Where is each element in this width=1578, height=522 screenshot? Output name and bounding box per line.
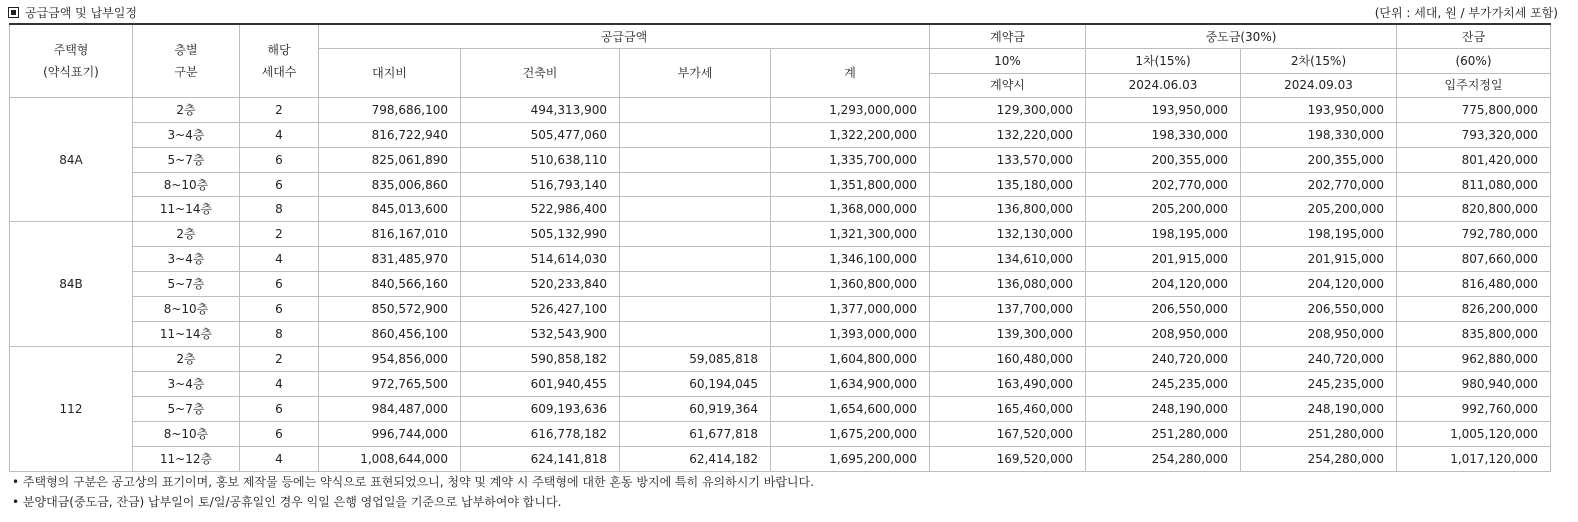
contract-cell: 135,180,000 bbox=[930, 173, 1086, 197]
middle-second-cell: 240,720,000 bbox=[1241, 347, 1397, 372]
middle-first-cell: 193,950,000 bbox=[1086, 98, 1241, 123]
col-total: 계 bbox=[771, 49, 930, 98]
middle-second-date: 2024.09.03 bbox=[1241, 73, 1397, 98]
contract-percent: 10% bbox=[930, 49, 1086, 74]
total-cell: 1,351,800,000 bbox=[771, 173, 930, 197]
total-cell: 1,393,000,000 bbox=[771, 322, 930, 347]
total-cell: 1,368,000,000 bbox=[771, 197, 930, 222]
land-cell: 816,167,010 bbox=[319, 222, 461, 247]
middle-second-cell: 254,280,000 bbox=[1241, 447, 1397, 472]
total-cell: 1,293,000,000 bbox=[771, 98, 930, 123]
building-cell: 609,193,636 bbox=[461, 397, 620, 422]
vat-cell bbox=[620, 123, 771, 148]
table-row bbox=[10, 222, 1551, 247]
house-type-cell: 84A bbox=[10, 98, 133, 222]
units-cell: 6 bbox=[240, 422, 319, 447]
units-cell: 6 bbox=[240, 272, 319, 297]
contract-when: 계약시 bbox=[930, 73, 1086, 98]
vat-cell bbox=[620, 98, 771, 123]
units-cell: 4 bbox=[240, 123, 319, 148]
units-cell: 4 bbox=[240, 447, 319, 472]
section-title-text: 공급금액 및 납부일정 bbox=[25, 6, 137, 20]
units-cell: 8 bbox=[240, 322, 319, 347]
total-cell: 1,654,600,000 bbox=[771, 397, 930, 422]
vat-cell bbox=[620, 297, 771, 322]
balance-cell: 1,005,120,000 bbox=[1397, 422, 1551, 447]
middle-first-cell: 206,550,000 bbox=[1086, 297, 1241, 322]
table-row bbox=[10, 397, 1551, 422]
units-cell: 2 bbox=[240, 347, 319, 372]
balance-cell: 826,200,000 bbox=[1397, 297, 1551, 322]
col-land: 대지비 bbox=[319, 49, 461, 98]
balance-cell: 1,017,120,000 bbox=[1397, 447, 1551, 472]
units-cell: 2 bbox=[240, 222, 319, 247]
floor-cell: 5~7층 bbox=[133, 272, 240, 297]
table-body bbox=[10, 98, 1551, 472]
middle-first-cell: 204,120,000 bbox=[1086, 272, 1241, 297]
section-title bbox=[8, 4, 137, 22]
col-supply-amount: 공급금액 bbox=[319, 24, 930, 49]
floor-cell: 8~10층 bbox=[133, 297, 240, 322]
balance-cell: 807,660,000 bbox=[1397, 247, 1551, 272]
table-row bbox=[10, 247, 1551, 272]
table-row bbox=[10, 173, 1551, 197]
total-cell: 1,335,700,000 bbox=[771, 148, 930, 173]
floor-cell: 3~4층 bbox=[133, 372, 240, 397]
note-item: • 분양대금(중도금, 잔금) 납부일이 토/일/공휴일인 경우 익일 은행 영업일을 기준으로 납부하여야 합니다. bbox=[12, 495, 562, 509]
notes bbox=[12, 472, 1562, 512]
balance-cell: 992,760,000 bbox=[1397, 397, 1551, 422]
total-cell: 1,634,900,000 bbox=[771, 372, 930, 397]
land-cell: 996,744,000 bbox=[319, 422, 461, 447]
total-cell: 1,675,200,000 bbox=[771, 422, 930, 447]
floor-cell: 2층 bbox=[133, 98, 240, 123]
house-type-sub-label: (약식표기) bbox=[43, 65, 99, 80]
units-sub-label: 세대수 bbox=[261, 65, 297, 80]
table-head bbox=[10, 24, 1551, 98]
building-cell: 624,141,818 bbox=[461, 447, 620, 472]
balance-cell: 820,800,000 bbox=[1397, 197, 1551, 222]
building-cell: 522,986,400 bbox=[461, 197, 620, 222]
house-type-label: 주택형 bbox=[53, 43, 89, 58]
vat-cell: 60,194,045 bbox=[620, 372, 771, 397]
col-middle-payment: 중도금(30%) bbox=[1086, 24, 1397, 49]
vat-cell bbox=[620, 197, 771, 222]
middle-second-cell: 198,195,000 bbox=[1241, 222, 1397, 247]
floor-cell: 2층 bbox=[133, 222, 240, 247]
total-cell: 1,377,000,000 bbox=[771, 297, 930, 322]
middle-first: 1차(15%) bbox=[1086, 49, 1241, 74]
units-cell: 4 bbox=[240, 372, 319, 397]
middle-second-cell: 201,915,000 bbox=[1241, 247, 1397, 272]
floor-cell: 11~14층 bbox=[133, 197, 240, 222]
table-row bbox=[10, 98, 1551, 123]
middle-second-cell: 245,235,000 bbox=[1241, 372, 1397, 397]
balance-cell: 793,320,000 bbox=[1397, 123, 1551, 148]
balance-when: 입주지정일 bbox=[1397, 73, 1551, 98]
middle-first-cell: 202,770,000 bbox=[1086, 173, 1241, 197]
balance-cell: 811,080,000 bbox=[1397, 173, 1551, 197]
floor-cell: 11~12층 bbox=[133, 447, 240, 472]
units-cell: 6 bbox=[240, 173, 319, 197]
table-row bbox=[10, 123, 1551, 148]
floor-cell: 2층 bbox=[133, 347, 240, 372]
middle-first-cell: 251,280,000 bbox=[1086, 422, 1241, 447]
middle-second-cell: 206,550,000 bbox=[1241, 297, 1397, 322]
vat-cell bbox=[620, 322, 771, 347]
contract-cell: 167,520,000 bbox=[930, 422, 1086, 447]
floor-cell: 5~7층 bbox=[133, 397, 240, 422]
unit-note: (단위 : 세대, 원 / 부가가치세 포함) bbox=[1374, 6, 1558, 20]
contract-cell: 136,080,000 bbox=[930, 272, 1086, 297]
vat-cell: 62,414,182 bbox=[620, 447, 771, 472]
middle-first-cell: 201,915,000 bbox=[1086, 247, 1241, 272]
contract-cell: 132,130,000 bbox=[930, 222, 1086, 247]
middle-first-cell: 198,195,000 bbox=[1086, 222, 1241, 247]
contract-cell: 137,700,000 bbox=[930, 297, 1086, 322]
floor-label: 층별 bbox=[174, 43, 198, 58]
vat-cell bbox=[620, 247, 771, 272]
middle-first-cell: 248,190,000 bbox=[1086, 397, 1241, 422]
middle-first-cell: 198,330,000 bbox=[1086, 123, 1241, 148]
house-type-cell: 84B bbox=[10, 222, 133, 347]
building-cell: 505,477,060 bbox=[461, 123, 620, 148]
middle-first-cell: 200,355,000 bbox=[1086, 148, 1241, 173]
table-row bbox=[10, 148, 1551, 173]
note-item: • 주택형의 구분은 공고상의 표기이며, 홍보 제작물 등에는 약식으로 표현되었으니, 청약 및 계약 시 주택형에 대한 혼동 방지에 특히 유의하시기 바랍니다. bbox=[12, 475, 814, 489]
floor-cell: 3~4층 bbox=[133, 247, 240, 272]
land-cell: 972,765,500 bbox=[319, 372, 461, 397]
total-cell: 1,346,100,000 bbox=[771, 247, 930, 272]
vat-cell bbox=[620, 272, 771, 297]
col-contract: 계약금 bbox=[930, 24, 1086, 49]
land-cell: 816,722,940 bbox=[319, 123, 461, 148]
vat-cell bbox=[620, 222, 771, 247]
table-row bbox=[10, 322, 1551, 347]
land-cell: 798,686,100 bbox=[319, 98, 461, 123]
middle-first-cell: 254,280,000 bbox=[1086, 447, 1241, 472]
table-row bbox=[10, 197, 1551, 222]
table-row bbox=[10, 372, 1551, 397]
land-cell: 860,456,100 bbox=[319, 322, 461, 347]
col-vat: 부가세 bbox=[620, 49, 771, 98]
middle-second-cell: 205,200,000 bbox=[1241, 197, 1397, 222]
balance-cell: 835,800,000 bbox=[1397, 322, 1551, 347]
col-house-type bbox=[10, 24, 133, 98]
middle-second-cell: 251,280,000 bbox=[1241, 422, 1397, 447]
middle-first-cell: 208,950,000 bbox=[1086, 322, 1241, 347]
balance-cell: 792,780,000 bbox=[1397, 222, 1551, 247]
units-label: 해당 bbox=[267, 43, 291, 58]
middle-second-cell: 204,120,000 bbox=[1241, 272, 1397, 297]
table-row bbox=[10, 447, 1551, 472]
table-row bbox=[10, 272, 1551, 297]
units-cell: 8 bbox=[240, 197, 319, 222]
total-cell: 1,322,200,000 bbox=[771, 123, 930, 148]
col-units bbox=[240, 24, 319, 98]
land-cell: 850,572,900 bbox=[319, 297, 461, 322]
balance-cell: 801,420,000 bbox=[1397, 148, 1551, 173]
section-header bbox=[8, 4, 1558, 22]
floor-cell: 8~10층 bbox=[133, 173, 240, 197]
middle-second-cell: 193,950,000 bbox=[1241, 98, 1397, 123]
middle-first-cell: 205,200,000 bbox=[1086, 197, 1241, 222]
contract-cell: 139,300,000 bbox=[930, 322, 1086, 347]
col-balance: 잔금 bbox=[1397, 24, 1551, 49]
contract-cell: 134,610,000 bbox=[930, 247, 1086, 272]
land-cell: 840,566,160 bbox=[319, 272, 461, 297]
balance-percent: (60%) bbox=[1397, 49, 1551, 74]
building-cell: 601,940,455 bbox=[461, 372, 620, 397]
floor-sub-label: 구분 bbox=[174, 65, 198, 80]
balance-cell: 775,800,000 bbox=[1397, 98, 1551, 123]
land-cell: 831,485,970 bbox=[319, 247, 461, 272]
balance-cell: 962,880,000 bbox=[1397, 347, 1551, 372]
units-cell: 6 bbox=[240, 397, 319, 422]
total-cell: 1,604,800,000 bbox=[771, 347, 930, 372]
middle-second-cell: 198,330,000 bbox=[1241, 123, 1397, 148]
house-type-cell: 112 bbox=[10, 347, 133, 472]
table-row bbox=[10, 422, 1551, 447]
middle-second-cell: 208,950,000 bbox=[1241, 322, 1397, 347]
floor-cell: 8~10층 bbox=[133, 422, 240, 447]
units-cell: 6 bbox=[240, 297, 319, 322]
total-cell: 1,321,300,000 bbox=[771, 222, 930, 247]
table-row bbox=[10, 297, 1551, 322]
contract-cell: 160,480,000 bbox=[930, 347, 1086, 372]
vat-cell: 59,085,818 bbox=[620, 347, 771, 372]
building-cell: 505,132,990 bbox=[461, 222, 620, 247]
land-cell: 825,061,890 bbox=[319, 148, 461, 173]
contract-cell: 129,300,000 bbox=[930, 98, 1086, 123]
units-cell: 4 bbox=[240, 247, 319, 272]
units-cell: 6 bbox=[240, 148, 319, 173]
vat-cell: 60,919,364 bbox=[620, 397, 771, 422]
land-cell: 954,856,000 bbox=[319, 347, 461, 372]
floor-cell: 5~7층 bbox=[133, 148, 240, 173]
land-cell: 1,008,644,000 bbox=[319, 447, 461, 472]
vat-cell: 61,677,818 bbox=[620, 422, 771, 447]
total-cell: 1,360,800,000 bbox=[771, 272, 930, 297]
middle-first-cell: 240,720,000 bbox=[1086, 347, 1241, 372]
middle-second-cell: 200,355,000 bbox=[1241, 148, 1397, 173]
contract-cell: 165,460,000 bbox=[930, 397, 1086, 422]
land-cell: 845,013,600 bbox=[319, 197, 461, 222]
land-cell: 984,487,000 bbox=[319, 397, 461, 422]
floor-cell: 11~14층 bbox=[133, 322, 240, 347]
building-cell: 516,793,140 bbox=[461, 173, 620, 197]
vat-cell bbox=[620, 148, 771, 173]
building-cell: 494,313,900 bbox=[461, 98, 620, 123]
table-row bbox=[10, 347, 1551, 372]
contract-cell: 169,520,000 bbox=[930, 447, 1086, 472]
building-cell: 510,638,110 bbox=[461, 148, 620, 173]
land-cell: 835,006,860 bbox=[319, 173, 461, 197]
balance-cell: 980,940,000 bbox=[1397, 372, 1551, 397]
building-cell: 532,543,900 bbox=[461, 322, 620, 347]
col-building: 건축비 bbox=[461, 49, 620, 98]
contract-cell: 133,570,000 bbox=[930, 148, 1086, 173]
middle-second-cell: 248,190,000 bbox=[1241, 397, 1397, 422]
square-bullet-icon bbox=[8, 7, 19, 18]
contract-cell: 132,220,000 bbox=[930, 123, 1086, 148]
building-cell: 590,858,182 bbox=[461, 347, 620, 372]
building-cell: 514,614,030 bbox=[461, 247, 620, 272]
vat-cell bbox=[620, 173, 771, 197]
middle-second: 2차(15%) bbox=[1241, 49, 1397, 74]
contract-cell: 136,800,000 bbox=[930, 197, 1086, 222]
building-cell: 616,778,182 bbox=[461, 422, 620, 447]
middle-second-cell: 202,770,000 bbox=[1241, 173, 1397, 197]
building-cell: 526,427,100 bbox=[461, 297, 620, 322]
total-cell: 1,695,200,000 bbox=[771, 447, 930, 472]
col-floor bbox=[133, 24, 240, 98]
contract-cell: 163,490,000 bbox=[930, 372, 1086, 397]
middle-first-cell: 245,235,000 bbox=[1086, 372, 1241, 397]
floor-cell: 3~4층 bbox=[133, 123, 240, 148]
balance-cell: 816,480,000 bbox=[1397, 272, 1551, 297]
building-cell: 520,233,840 bbox=[461, 272, 620, 297]
middle-first-date: 2024.06.03 bbox=[1086, 73, 1241, 98]
units-cell: 2 bbox=[240, 98, 319, 123]
price-schedule-table bbox=[9, 23, 1551, 472]
